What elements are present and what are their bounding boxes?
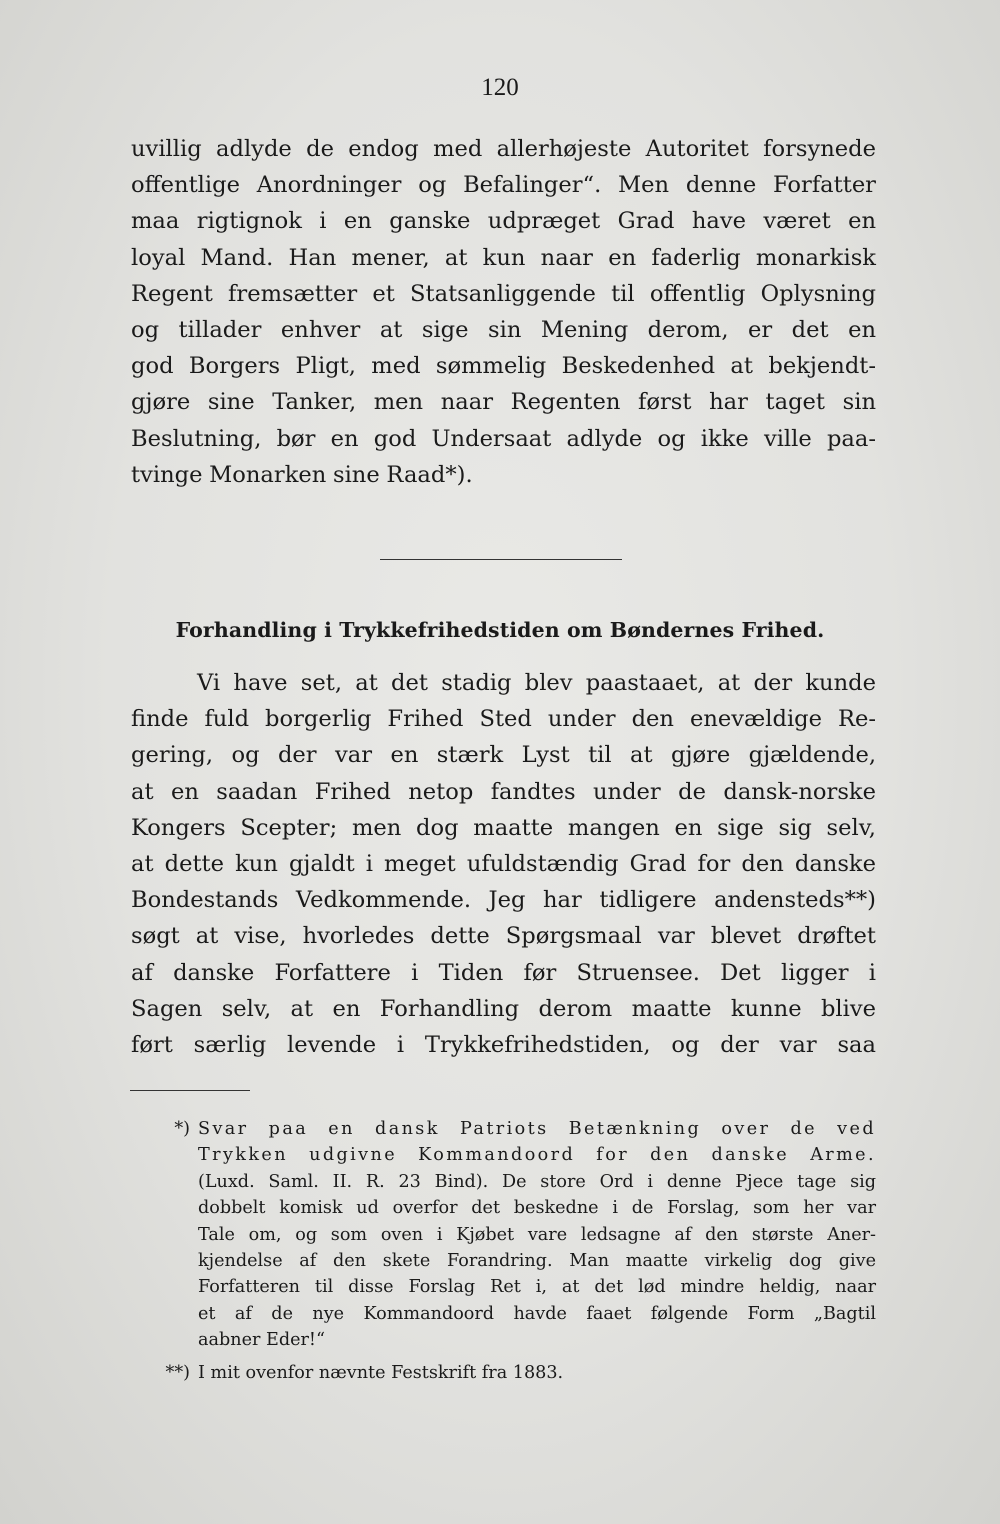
paragraph-2 — [131, 665, 876, 1063]
footnote-line: (Luxd. Saml. II. R. 23 Bind). De store Ord i denne Pjece tage sig — [198, 1171, 876, 1192]
footnote-line: Trykken udgivne Kommandoord for den danske Arme. — [198, 1145, 876, 1166]
footnotes — [150, 1116, 876, 1386]
text-line: søgt at vise, hvorledes dette Spørgsmaal var blevet drøftet — [131, 923, 876, 950]
text-line: offentlige Anordninger og Befalinger“. Men denne Forfatter — [131, 172, 876, 199]
footnote-divider — [130, 1090, 250, 1091]
footnote-line: Tale om, og som oven i Kjøbet vare ledsagne af den største Aner- — [198, 1224, 876, 1245]
text-line: uvillig adlyde de endog med allerhøjeste Autoritet forsynede — [131, 136, 876, 162]
text-line: Bondestands Vedkommende. Jeg har tidligere andensteds**) — [131, 887, 876, 914]
text-line: ført særlig levende i Trykkefrihedstiden, og der var saa — [131, 1031, 876, 1058]
text-line: gering, og der var en stærk Lyst til at gjøre gjældende, — [131, 742, 876, 769]
footnote-2 — [150, 1360, 876, 1386]
paragraph-1 — [131, 131, 876, 493]
footnote-line: I mit ovenfor nævnte Festskrift fra 1883. — [198, 1362, 564, 1383]
text-line: at en saadan Frihed netop fandtes under de dansk-norske — [131, 778, 876, 805]
text-line: og tillader enhver at sige sin Mening derom, er det en — [131, 316, 876, 343]
footnote-1 — [150, 1116, 876, 1354]
footnote-line: Forfatteren til disse Forslag Ret i, at det lød mindre heldig, naar — [198, 1277, 876, 1298]
footnote-line: kjendelse af den skete Forandring. Man maatte virkelig dog give — [198, 1250, 876, 1271]
footnote-line: et af de nye Kommandoord havde faaet følgende Form „Bagtil — [198, 1303, 876, 1324]
text-line: af danske Forfattere i Tiden før Struensee. Det ligger i — [131, 959, 876, 986]
text-line: Vi have set, at det stadig blev paastaaet, at der kunde — [197, 670, 876, 696]
text-line: Regent fremsætter et Statsanliggende til offentlig Oplysning — [131, 280, 876, 307]
section-divider — [380, 559, 622, 560]
text-line: maa rigtignok i en ganske udpræget Grad have været en — [131, 208, 876, 235]
footnote-marker: **) — [165, 1362, 190, 1383]
text-line: Beslutning, bør en god Undersaat adlyde og ikke ville paa- — [131, 425, 876, 452]
text-line: tvinge Monarken sine Raad*). — [131, 461, 473, 488]
footnote-line: Svar paa en dansk Patriots Betænkning over de ved — [198, 1119, 876, 1139]
footnote-marker: *) — [174, 1119, 190, 1139]
text-line: god Borgers Pligt, med sømmelig Beskedenhed at bekjendt- — [131, 353, 876, 380]
text-line: at dette kun gjaldt i meget ufuldstændig Grad for den danske — [131, 850, 876, 877]
text-line: finde fuld borgerlig Frihed Sted under den enevældige Re- — [131, 706, 876, 733]
section-heading: Forhandling i Trykkefrihedstiden om Bøndernes Frihed. — [175, 618, 825, 642]
footnote-line: dobbelt komisk ud overfor det beskedne i de Forslag, som her var — [198, 1198, 876, 1219]
page-number: 120 — [481, 74, 519, 101]
text-line: loyal Mand. Han mener, at kun naar en faderlig monarkisk — [131, 244, 876, 271]
text-line: Kongers Scepter; men dog maatte mangen en sige sig selv, — [131, 814, 876, 841]
footnote-line: aabner Eder!“ — [198, 1330, 325, 1351]
text-line: gjøre sine Tanker, men naar Regenten først har taget sin — [131, 389, 876, 416]
text-line: Sagen selv, at en Forhandling derom maatte kunne blive — [131, 995, 876, 1022]
